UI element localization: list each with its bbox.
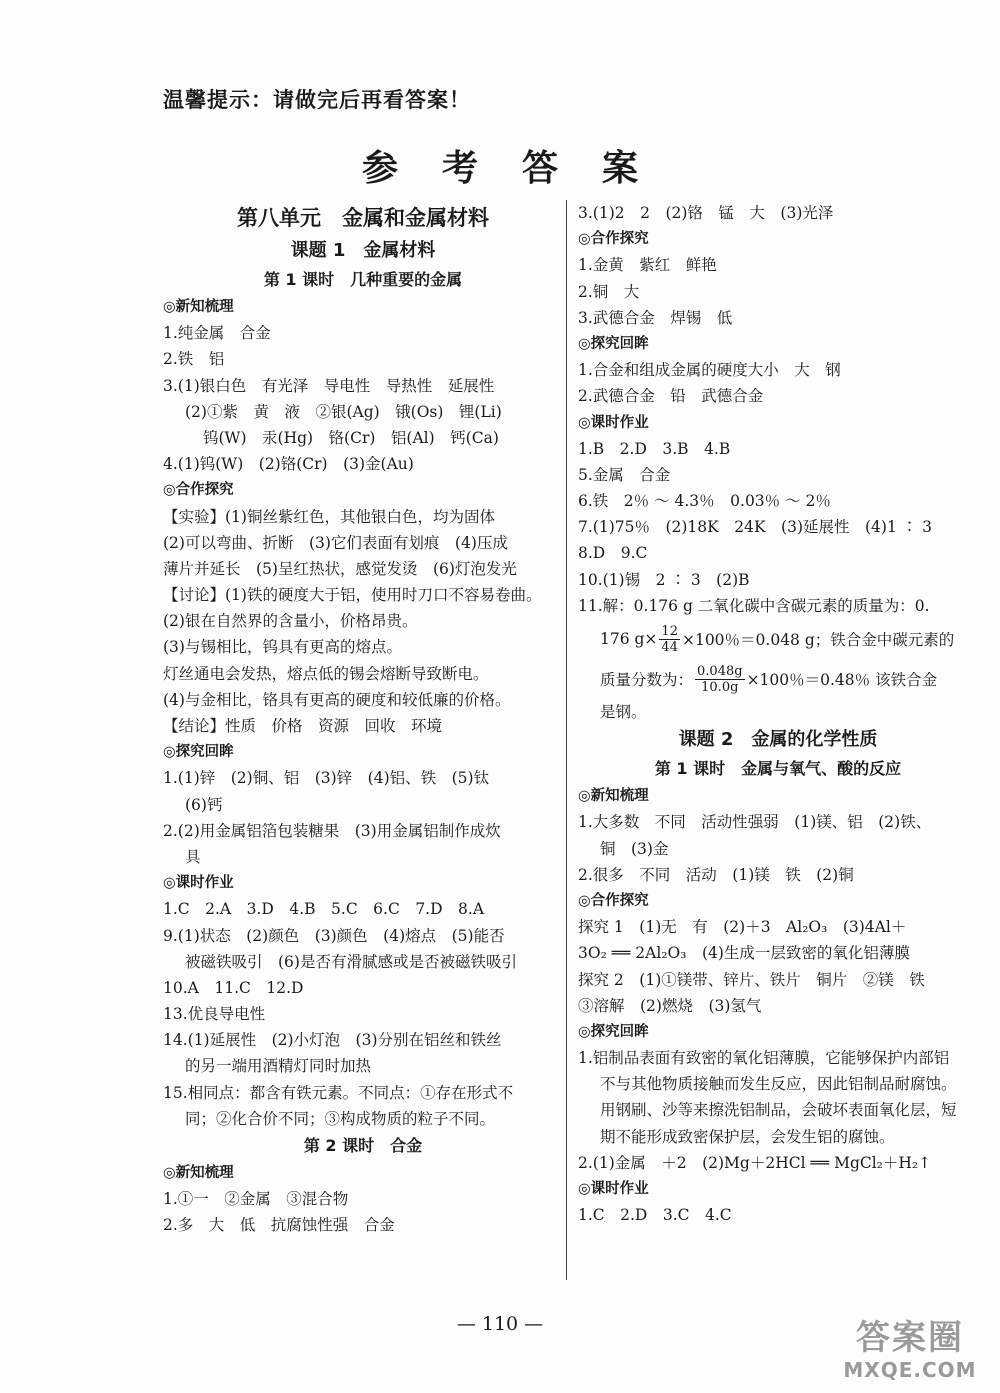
answer-line: 【讨论】(1)铁的硬度大于铝，使用时刀口不容易卷曲。 [163,586,542,605]
answer-line: 期不能形成致密保护层，会发生铝的腐蚀。 [600,1127,895,1146]
answer-line: 钨(W) 汞(Hg) 铬(Cr) 铝(Al) 钙(Ca) [203,428,499,447]
section-label: ◎探究回眸 [578,1023,649,1040]
answer-line: 5.金属 合金 [578,465,671,484]
answer-line: ③溶解 (2)燃烧 (3)氢气 [578,996,762,1015]
answer-line: 用钢刷、沙等来擦洗铝制品，会破坏表面氧化层，短 [600,1101,957,1120]
answer-line: (2)银在自然界的含量小，价格昂贵。 [163,612,418,631]
section-label: ◎新知梳理 [163,1165,234,1181]
answer-line: 14.(1)延展性 (2)小灯泡 (3)分别在铝丝和铁丝 [163,1031,502,1050]
answer-line: 10.A 11.C 12.D [163,978,304,997]
answer-line: 7.(1)75％ (2)18K 24K (3)延展性 (4)1 ∶ 3 [578,518,933,537]
answer-line: 1.(1)锌 (2)铜、铝 (3)锌 (4)铝、铁 (5)钛 [163,769,490,788]
section-label: ◎合作探究 [578,231,649,248]
answer-line: 探究 1 (1)无 有 (2)＋3 Al₂O₃ (3)4Al＋ [578,918,907,937]
topic-heading: 课题 2 金属的化学性质 [678,729,878,751]
answer-line: 2.铜 大 [578,282,640,301]
section-label: ◎合作探究 [578,892,649,909]
column-divider [566,200,567,1280]
section-label: ◎探究回眸 [163,744,234,761]
lesson-heading: 第 1 课时 金属与氧气、酸的反应 [654,759,902,779]
answer-line: 探究 2 (1)①镁带、锌片、铁片 铜片 ②镁 铁 [578,970,925,989]
answer-line: 灯丝通电会发热，熔点低的锡会熔断导致断电。 [163,664,489,683]
answer-lines [163,1160,563,1239]
answer-lines [578,783,978,1228]
calc-line [578,659,978,699]
answer-line: 2.武德合金 铅 武德合金 [578,387,764,406]
answer-line: 1.纯金属 合金 [163,324,271,343]
calc-text: ×100％＝0.048 g；铁合金中碳元素的 [681,631,955,649]
answer-line: 2.多 大 低 抗腐蚀性强 合金 [163,1216,395,1235]
calc-text: ×100％＝0.48％ 该铁合金 [746,671,938,689]
answer-lines [163,294,563,1132]
answer-line: 具 [185,847,201,866]
right-column [578,200,978,1228]
watermark-text: 答案圈 [856,1318,964,1358]
answer-line: 3.(1)银白色 有光泽 导电性 导热性 延展性 [163,376,495,395]
answer-line: 1.①一 ②金属 ③混合物 [163,1190,349,1209]
answer-line: 3.武德合金 焊锡 低 [578,308,733,327]
answer-line: 不与其他物质接触而发生反应，因此铝制品耐腐蚀。 [600,1075,957,1094]
calc-text: 176 g× [600,630,658,648]
section-label: ◎新知梳理 [163,299,234,315]
fraction [695,664,745,695]
section-label: ◎合作探究 [163,482,234,499]
answer-line: 2.很多 不同 活动 (1)镁 铁 (2)铜 [578,865,854,884]
answer-line: 薄片并延长 (5)呈红热状，感觉发烫 (6)灯泡发光 [163,559,517,578]
fraction-denominator: 44 [661,639,678,655]
section-label: ◎课时作业 [578,414,649,431]
watermark-logo [826,1318,994,1386]
section-label: ◎课时作业 [163,875,234,892]
answer-line: 同；②化合价不同；③构成物质的粒子不同。 [185,1109,496,1128]
answer-line: 1.大多数 不同 活动性强弱 (1)镁、铝 (2)铁、 [578,813,932,832]
left-column [163,200,563,1239]
watermark-url: MXQE.COM [843,1358,977,1382]
answer-line: 1.铝制品表面有致密的氧化铝薄膜，它能够保护内部铝 [578,1049,950,1068]
answer-line: (2)可以弯曲、折断 (3)它们表面有划痕 (4)压成 [163,533,508,552]
fraction-numerator: 0.048g [697,663,743,679]
answer-line: 铜 (3)金 [600,839,669,858]
answer-line: 2.(2)用金属铝箔包装糖果 (3)用金属铝制作成炊 [163,821,501,840]
answer-line: (6)钙 [185,795,223,814]
section-label: ◎新知梳理 [578,788,649,805]
lesson-heading: 第 2 课时 合金 [303,1136,423,1155]
page-number: — 110 — [456,1313,544,1335]
answer-line: (2)①紫 黄 液 ②银(Ag) 锇(Os) 锂(Li) [185,402,502,421]
calc-line: 是钢。 [600,703,647,721]
answer-line: 10.(1)锡 2 ∶ 3 (2)B [578,570,750,589]
answer-line: 15.相同点：都含有铁元素。不同点：①存在形式不 [163,1083,514,1102]
answer-line: 1.金黄 紫红 鲜艳 [578,256,717,275]
fraction-denominator: 10.0g [701,679,739,695]
answer-line: 1.C 2.D 3.C 4.C [578,1206,732,1225]
calc-line [578,619,978,659]
section-label: ◎课时作业 [578,1181,649,1197]
answer-line: 被磁铁吸引 (6)是否有滑腻感或是否被磁铁吸引 [185,952,517,971]
answer-line: (4)与金相比，铬具有更高的硬度和较低廉的价格。 [163,690,511,709]
answer-line: 4.(1)钨(W) (2)铬(Cr) (3)金(Au) [163,455,414,474]
unit-heading: 第八单元 金属和金属材料 [237,206,489,230]
answer-line: 【实验】(1)铜丝紫红色，其他银白色，均为固体 [163,507,495,526]
answer-line: 3.(1)2 2 (2)铬 锰 大 (3)光泽 [578,204,834,222]
answer-line: 1.合金和组成金属的硬度大小 大 钢 [578,361,841,380]
answer-line: 13.优良导电性 [163,1005,266,1024]
topic-heading: 课题 1 金属材料 [290,240,436,261]
reminder-text: 温馨提示：请做完后再看答案！ [163,88,471,112]
answer-line: 1.C 2.A 3.D 4.B 5.C 6.C 7.D 8.A [163,900,485,919]
answer-line: 9.(1)状态 (2)颜色 (3)颜色 (4)熔点 (5)能否 [163,926,505,945]
section-label: ◎探究回眸 [578,335,649,352]
calc-text: 质量分数为： [600,671,694,689]
answer-line: 3O₂ ══ 2Al₂O₃ (4)生成一层致密的氧化铝薄膜 [578,944,910,963]
answer-line: 1.B 2.D 3.B 4.B [578,439,731,458]
answer-line: 2.(1)金属 ＋2 (2)Mg＋2HCl ══ MgCl₂＋H₂↑ [578,1153,932,1172]
answer-line: (3)与锡相比，钨具有更高的熔点。 [163,638,402,657]
page-title: 参考答案 [361,148,682,189]
answer-line: 【结论】性质 价格 资源 回收 环境 [163,717,443,735]
answer-lines [578,200,978,619]
answer-line: 6.铁 2％ ～ 4.3％ 0.03％ ～ 2％ [578,492,831,511]
answer-line: 8.D 9.C [578,544,648,563]
answer-line: 的另一端用酒精灯同时加热 [185,1057,372,1076]
fraction-numerator: 12 [661,623,678,639]
fraction [659,624,680,655]
answer-line: 11.解：0.176 g 二氧化碳中含碳元素的质量为：0. [578,596,930,615]
lesson-heading: 第 1 课时 几种重要的金属 [263,270,463,289]
answer-line: 2.铁 铝 [163,350,225,369]
